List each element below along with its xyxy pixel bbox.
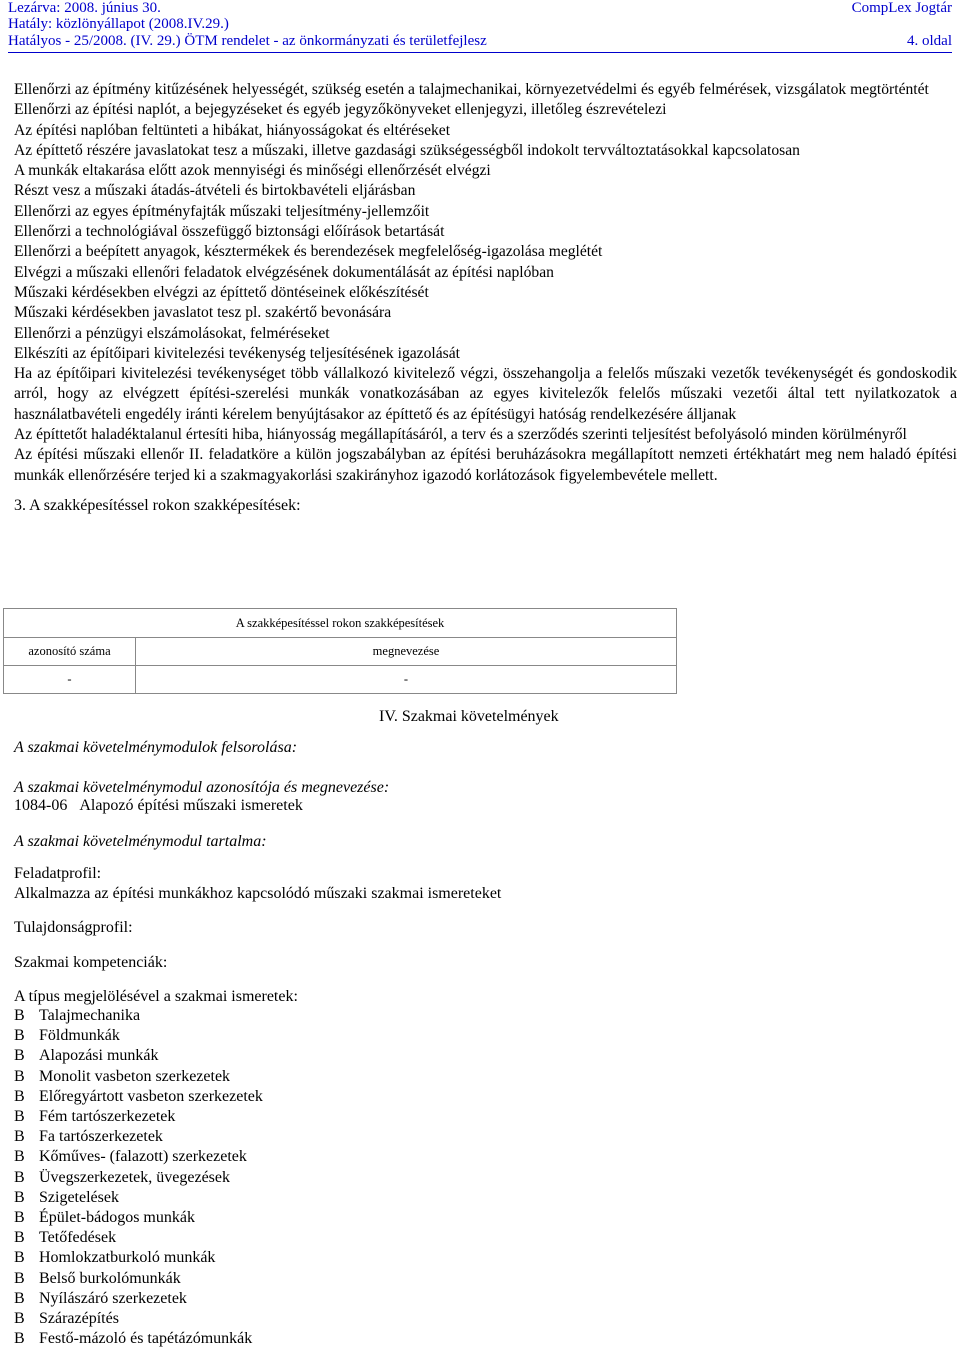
page-header bbox=[0, 0, 960, 50]
property-profile-label: Tulajdonságprofil: bbox=[14, 919, 133, 936]
knowledge-name: Szárazépítés bbox=[39, 1310, 119, 1328]
knowledge-name: Előregyártott vasbeton szerkezetek bbox=[39, 1087, 263, 1105]
list-item bbox=[14, 1208, 263, 1228]
knowledge-name: Szigetelések bbox=[39, 1188, 119, 1206]
list-item bbox=[14, 1026, 263, 1046]
knowledge-type: B bbox=[14, 1229, 25, 1247]
modules-label: A szakmai követelménymodulok felsorolása: bbox=[14, 739, 298, 756]
duty-line: Elvégzi a műszaki ellenőri feladatok elvégzésének dokumentálását az építési naplóban bbox=[14, 263, 554, 281]
knowledge-type: B bbox=[14, 1108, 25, 1126]
knowledge-name: Alapozási munkák bbox=[39, 1047, 159, 1065]
list-item bbox=[14, 1228, 263, 1248]
table-cell-id: - bbox=[4, 666, 136, 694]
knowledge-type: B bbox=[14, 1310, 25, 1328]
duty-paragraph: Az építési műszaki ellenőr II. feladatköre a külön jogszabályban az építési beruházásokra megállapított nemzeti értékhatárt meg nem haladó építési munkák ellenőrzésére terjed ki a szakmagyakorlási szakirányhoz igazodó korlátozások figyelembevétele mellett. bbox=[14, 446, 957, 484]
knowledge-name: Belső burkolómunkák bbox=[39, 1269, 181, 1287]
duty-line: Ellenőrzi a technológiával összefüggő biztonsági előírások betartását bbox=[14, 223, 445, 241]
duty-line: Ellenőrzi a pénzügyi elszámolásokat, felméréseket bbox=[14, 324, 330, 342]
knowledge-type: B bbox=[14, 1289, 25, 1307]
knowledge-name: Épület-bádogos munkák bbox=[39, 1209, 195, 1227]
module-id: 1084-06 bbox=[14, 797, 68, 814]
knowledge-name: Üvegszerkezetek, üvegezések bbox=[39, 1168, 230, 1186]
knowledge-name: Földmunkák bbox=[39, 1027, 120, 1045]
knowledge-name: Monolit vasbeton szerkezetek bbox=[39, 1067, 231, 1085]
duty-line: Ellenőrzi az építmény kitűzésének helyességét, szükség esetén a talajmechanikai, környezetvédelmi és egyéb felmérések, vizsgálatok megtörténtét bbox=[14, 81, 929, 98]
header-act-title: Hatályos - 25/2008. (IV. 29.) ÖTM rendelet - az önkormányzati és területfejlesz bbox=[8, 33, 487, 49]
duty-line: Elkészíti az építőipari kivitelezési tevékenység teljesítésének igazolását bbox=[14, 344, 460, 362]
header-closing-date: Lezárva: 2008. június 30. bbox=[8, 0, 161, 16]
knowledge-name: Kőműves- (falazott) szerkezetek bbox=[39, 1148, 247, 1166]
knowledge-name: Fém tartószerkezetek bbox=[39, 1108, 176, 1126]
list-item bbox=[14, 1309, 263, 1329]
duty-line: Részt vesz a műszaki átadás-átvételi és birtokbavételi eljárásban bbox=[14, 182, 416, 200]
duty-paragraph: Az építtetőt haladéktalanul értesíti hiba, hiányosság megállapításáról, a terv és a szerződés szerinti teljesítést befolyásoló minden körülményről bbox=[14, 426, 907, 444]
task-profile-label: Feladatprofil: bbox=[14, 865, 102, 882]
knowledge-type: B bbox=[14, 1269, 25, 1287]
knowledge-name: Fa tartószerkezetek bbox=[39, 1128, 163, 1146]
list-item bbox=[14, 1248, 263, 1268]
knowledge-type: B bbox=[14, 1188, 25, 1206]
knowledge-type: B bbox=[14, 1128, 25, 1146]
knowledge-type: B bbox=[14, 1087, 25, 1105]
module-name: Alapozó építési műszaki ismeretek bbox=[79, 797, 303, 814]
knowledge-type: B bbox=[14, 1168, 25, 1186]
part-4-heading: IV. Szakmai követelmények bbox=[379, 708, 559, 725]
duties-text bbox=[14, 80, 957, 516]
header-source: CompLex Jogtár bbox=[851, 0, 952, 16]
knowledge-type: B bbox=[14, 1027, 25, 1045]
list-item bbox=[14, 1046, 263, 1066]
knowledge-type: B bbox=[14, 1007, 25, 1024]
knowledge-type: B bbox=[14, 1067, 25, 1085]
table-caption: A szakképesítéssel rokon szakképesítések bbox=[4, 609, 677, 638]
knowledge-name: Festő-mázoló és tapétázómunkák bbox=[39, 1330, 253, 1348]
knowledge-type: B bbox=[14, 1047, 25, 1065]
header-validity: Hatály: közlönyállapot (2008.IV.29.) bbox=[8, 16, 229, 32]
table-header-id: azonosító száma bbox=[4, 638, 136, 666]
knowledge-name: Tetőfedések bbox=[39, 1229, 117, 1247]
duty-line: Az építtető részére javaslatokat tesz a műszaki, illetve gazdasági szükségességből indokolt tervváltoztatásokkal kapcsolatosan bbox=[14, 141, 800, 159]
list-item bbox=[14, 1067, 263, 1087]
header-divider bbox=[8, 52, 952, 53]
list-item bbox=[14, 1289, 263, 1309]
list-item bbox=[14, 1127, 263, 1147]
task-profile: Alkalmazza az építési munkákhoz kapcsolódó műszaki szakmai ismereteket bbox=[14, 885, 502, 902]
list-item bbox=[14, 1188, 263, 1208]
list-item bbox=[14, 1006, 263, 1026]
competencies-label: Szakmai kompetenciák: bbox=[14, 954, 168, 971]
table-cell-name: - bbox=[136, 666, 677, 694]
duty-line: Műszaki kérdésekben elvégzi az építtető döntéseinek előkészítését bbox=[14, 283, 429, 301]
duty-line: Műszaki kérdésekben javaslatot tesz pl. szakértő bevonására bbox=[14, 304, 392, 322]
list-item bbox=[14, 1087, 263, 1107]
knowledge-name: Talajmechanika bbox=[39, 1007, 141, 1024]
duty-line: Ellenőrzi a beépített anyagok, késztermékek és berendezések megfelelőség-igazolása meglétét bbox=[14, 243, 603, 261]
knowledge-type: B bbox=[14, 1249, 25, 1267]
module-line bbox=[14, 796, 303, 816]
duty-paragraph: Ha az építőipari kivitelezési tevékenységet több vállalkozó kivitelező végzi, összehangolja a felelős műszaki vezetők tevékenységét és gondoskodik arról, hogy az elvégzett építési-szerelési munkák vonatkozásában az egyes kivitelezők felelős műszaki vezetői által tett nyilatkozatok a használatbavételi engedély iránti kérelem benyújtásakor az építtető és az építésügyi hatóság rendelkezésére álljanak bbox=[14, 365, 957, 423]
duty-line: Ellenőrzi az egyes építményfajták műszaki teljesítmény-jellemzőit bbox=[14, 202, 430, 220]
list-item bbox=[14, 1107, 263, 1127]
knowledge-type: B bbox=[14, 1148, 25, 1166]
related-qualifications-table bbox=[3, 608, 677, 694]
table-header-name: megnevezése bbox=[136, 638, 677, 666]
list-item bbox=[14, 1147, 263, 1167]
knowledge-type: B bbox=[14, 1209, 25, 1227]
module-id-label: A szakmai követelménymodul azonosítója és megnevezése: bbox=[14, 779, 390, 796]
section-3-heading: 3. A szakképesítéssel rokon szakképesítések: bbox=[14, 496, 301, 514]
content-label: A szakmai követelménymodul tartalma: bbox=[14, 833, 267, 850]
duty-line: A munkák eltakarása előtt azok mennyiségi és minőségi ellenőrzését elvégzi bbox=[14, 162, 491, 180]
list-item bbox=[14, 1168, 263, 1188]
list-item bbox=[14, 1269, 263, 1289]
knowledge-type: B bbox=[14, 1330, 25, 1348]
knowledge-name: Homlokzatburkoló munkák bbox=[39, 1249, 216, 1267]
knowledge-type-label: A típus megjelölésével a szakmai ismeretek: bbox=[14, 988, 298, 1005]
list-item bbox=[14, 1329, 263, 1349]
duty-line: Ellenőrzi az építési naplót, a bejegyzéseket és egyéb jegyzőkönyveket ellenjegyzi, illetőleg észrevételezi bbox=[14, 101, 667, 119]
header-page-number: 4. oldal bbox=[907, 33, 952, 49]
knowledge-name: Nyílászáró szerkezetek bbox=[39, 1289, 187, 1307]
duty-line: Az építési naplóban feltünteti a hibákat, hiányosságokat és eltéréseket bbox=[14, 121, 451, 139]
knowledge-list bbox=[14, 1006, 263, 1349]
